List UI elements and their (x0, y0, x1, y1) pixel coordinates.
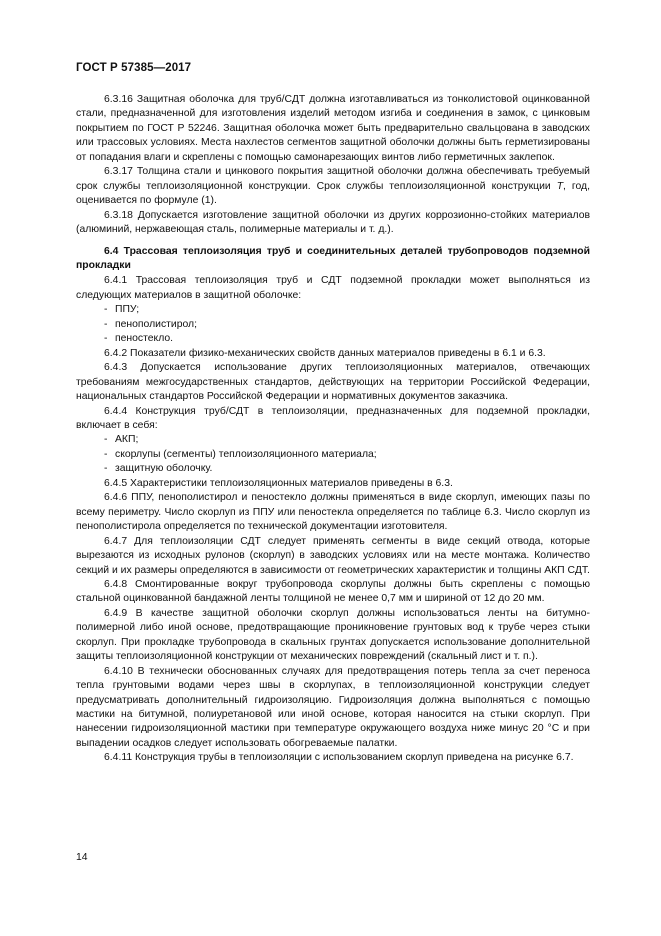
paragraph-6-3-16: 6.3.16 Защитная оболочка для труб/СДТ должна изготавливаться из тонколистовой оцинкованной стали, предназначенной для изготовления изделий методом изгиба и соединения в замок, с цинковым покрытием по ГОСТ Р 52246. Защитная оболочка может быть предварительно свальцована в заводских или трассовых условиях. Места нахлестов сегментов защитной оболочки должны быть герметизированы от попадания влаги и скреплены с помощью самонарезающих винтов либо герметичных заклепок. (76, 94, 590, 163)
list-item: - пенополистирол; (104, 318, 198, 330)
document-header: ГОСТ Р 57385—2017 (76, 62, 192, 74)
paragraph-6-4-7: 6.4.7 Для теплоизоляции СДТ следует применять сегменты в виде секций отвода, которые вырезаются из исходных рулонов (скорлуп) в заводских условиях или на месте монтажа. Количество секций и их размеры определяются в зависимости от геометрических характеристик и толщины АКП СДТ. (76, 535, 590, 576)
document-body (76, 93, 590, 766)
paragraph-6-4-8: 6.4.8 Смонтированные вокруг трубопровода скорлупы должны быть скреплены с помощью стальной оцинкованной бандажной ленты толщиной не менее 0,7 мм и шириной от 12 до 20 мм. (76, 578, 590, 605)
paragraph-6-4-11: 6.4.11 Конструкция трубы в теплоизоляции с использованием скорлуп приведена на рисунке 6.7. (104, 752, 574, 764)
list-item: - АКП; (104, 434, 139, 446)
paragraph-6-3-18: 6.3.18 Допускается изготовление защитной оболочки из других коррозионно-стойких материалов (алюминий, нержавеющая сталь, полимерные материалы и т. д.). (76, 209, 590, 236)
paragraph-6-4-5: 6.4.5 Характеристики теплоизоляционных материалов приведены в 6.3. (104, 477, 453, 489)
list-item: - защитную оболочку. (104, 463, 213, 475)
paragraph-6-4-10: 6.4.10 В технически обоснованных случаях для предотвращения потерь тепла за счет переноса тепла грунтовыми водами через швы в скорлупах, в теплоизоляционной конструкции следует предусматривать дополнительный гидроизоляцию. Гидроизоляция должна выполняться с помощью мастики на битумной, полиуретановой или иной основе, которая наносится на стыки скорлуп. При нанесении гидроизоляционной мастики при температуре окружающего воздуха ниже минус 20 °С и при выпадении осадков следует использовать обогреваемые палатки. (76, 665, 590, 749)
list-item: - пеностекло. (104, 333, 174, 345)
paragraph-6-4-2: 6.4.2 Показатели физико-механических свойств данных материалов приведены в 6.1 и 6.3. (104, 347, 546, 359)
list-item: - ППУ; (104, 304, 140, 316)
page-number: 14 (76, 852, 88, 863)
paragraph-6-3-17: 6.3.17 Толщина стали и цинкового покрытия защитной оболочки должна обеспечивать требуемый срок службы теплоизоляционной конструкции. Срок службы теплоизоляционной конструкции T, год, оценивается по формуле (1). (76, 166, 590, 207)
paragraph-6-4-6: 6.4.6 ППУ, пенополистирол и пеностекло должны применяться в виде скорлуп, имеющих пазы по всему периметру. Число скорлуп из ППУ или пеностекла определяется по таблице 6.3. Число скорлуп из пенополистирола определяется по технической документации изготовителя. (76, 492, 590, 533)
section-heading-6-4: 6.4 Трассовая теплоизоляция труб и соединительных деталей трубопроводов подземной прокладки (76, 245, 590, 271)
paragraph-6-4-1: 6.4.1 Трассовая теплоизоляция труб и СДТ подземной прокладки может выполняться из следующих материалов в защитной оболочке: (76, 275, 590, 301)
paragraph-6-4-4: 6.4.4 Конструкция труб/СДТ в теплоизоляции, предназначенных для подземной прокладки, включает в себя: (76, 405, 590, 431)
list-item: - скорлупы (сегменты) теплоизоляционного материала; (104, 448, 377, 460)
paragraph-6-4-9: 6.4.9 В качестве защитной оболочки скорлуп должны использоваться ленты на битумно-полимерной либо иной основе, предотвращающие проникновение грунтовых вод к трубе через стыки скорлуп. При прокладке трубопровода в скальных грунтах допускается использование дополнительной защиты теплоизоляционной конструкции от механических повреждений (скальный лист и т. п.). (76, 607, 590, 663)
paragraph-6-4-3: 6.4.3 Допускается использование других теплоизоляционных материалов, отвечающих требованиям межгосударственных стандартов, действующих на территории Российской Федерации, национальных стандартов Российской Федерации и нормативных документов заказчика. (76, 362, 590, 403)
